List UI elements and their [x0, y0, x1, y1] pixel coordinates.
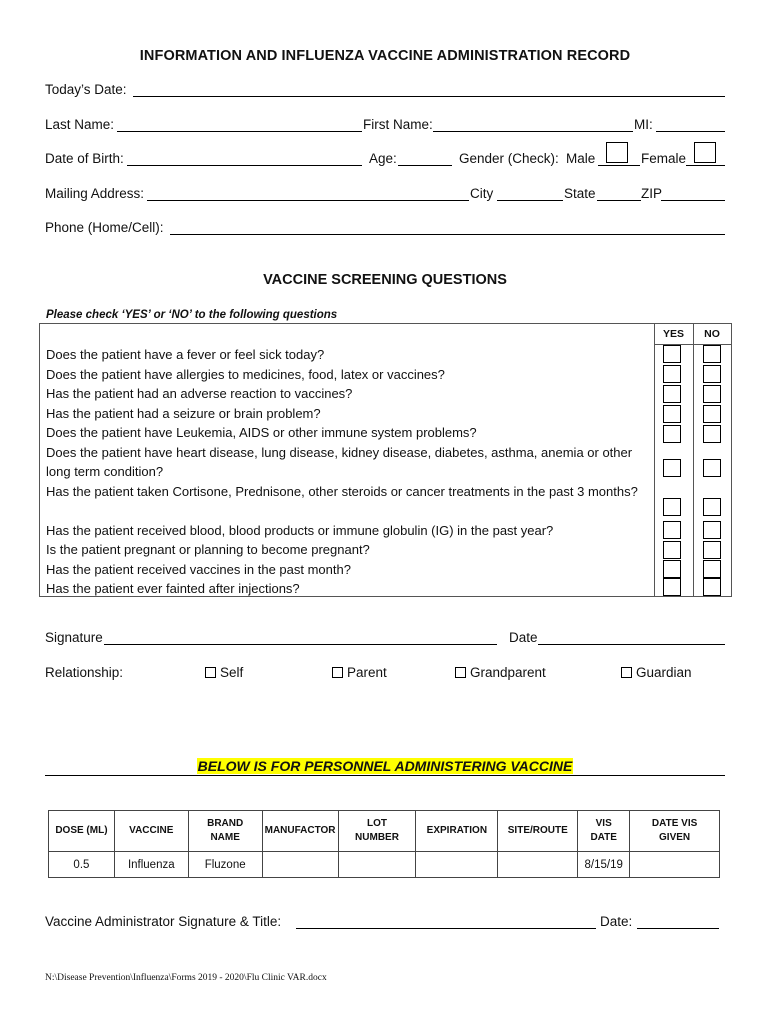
question-8: Has the patient received blood, blood products or immune globulin (IG) in the past year? [46, 522, 554, 538]
personnel-banner [0, 758, 770, 774]
mailing-address-label: Mailing Address: [45, 186, 145, 201]
q11-no-checkbox[interactable] [703, 578, 721, 596]
relationship-grandparent[interactable] [455, 665, 546, 680]
signature-label: Signature [45, 630, 103, 645]
q5-yes-checkbox[interactable] [663, 425, 681, 443]
admin-signature-field[interactable] [296, 928, 596, 929]
yes-column-divider [654, 324, 655, 596]
consent-date-field[interactable] [538, 644, 725, 645]
city-label: City [470, 186, 494, 201]
phone-field[interactable] [170, 234, 725, 235]
question-11: Has the patient ever fainted after injections? [46, 581, 300, 596]
gender-label: Gender (Check): [459, 151, 559, 166]
col-manufactor: MANUFACTOR [262, 811, 338, 852]
female-checkbox[interactable] [694, 142, 716, 163]
relationship-self[interactable] [205, 665, 243, 680]
q6-no-checkbox[interactable] [703, 459, 721, 477]
screening-table [39, 323, 732, 597]
cell-manufactor[interactable] [262, 852, 338, 878]
question-2: Does the patient have allergies to medicines, food, latex or vaccines? [46, 366, 445, 382]
cell-lot-number[interactable] [338, 852, 416, 878]
q1-no-checkbox[interactable] [703, 345, 721, 363]
col-expiration: EXPIRATION [416, 811, 498, 852]
todays-date-label: Today’s Date: [45, 82, 127, 97]
no-column-header: NO [693, 324, 731, 345]
cell-site-route[interactable] [498, 852, 578, 878]
dob-label: Date of Birth: [45, 151, 124, 166]
parent-label: Parent [347, 665, 387, 680]
cell-expiration[interactable] [416, 852, 498, 878]
col-date-vis-given: DATE VIS GIVEN [630, 811, 720, 852]
question-1: Does the patient have a fever or feel sick today? [46, 347, 325, 362]
cell-dose[interactable]: 0.5 [49, 852, 115, 878]
phone-label: Phone (Home/Cell): [45, 220, 164, 235]
cell-brand-name[interactable]: Fluzone [188, 852, 262, 878]
q9-yes-checkbox[interactable] [663, 541, 681, 559]
male-checkbox[interactable] [606, 142, 628, 163]
guardian-label: Guardian [636, 665, 692, 680]
question-4: Has the patient had a seizure or brain problem? [46, 405, 321, 421]
mailing-address-field[interactable] [147, 200, 469, 201]
female-label: Female [641, 151, 687, 166]
state-field[interactable] [597, 200, 641, 201]
last-name-label: Last Name: [45, 117, 115, 132]
question-3: Has the patient had an adverse reaction to vaccines? [46, 386, 353, 401]
zip-label: ZIP [641, 186, 663, 201]
screening-instruction: Please check ‘YES’ or ‘NO’ to the following questions [46, 309, 338, 321]
signature-field[interactable] [104, 644, 497, 645]
female-underline [686, 165, 725, 166]
todays-date-field[interactable] [133, 96, 725, 97]
q7-no-checkbox[interactable] [703, 498, 721, 516]
screening-title: VACCINE SCREENING QUESTIONS [263, 272, 507, 288]
question-5: Does the patient have Leukemia, AIDS or other immune system problems? [46, 425, 477, 440]
admin-date-label: Date: [600, 914, 633, 929]
consent-date-label: Date [509, 630, 538, 645]
self-checkbox[interactable] [205, 667, 216, 678]
yes-column-header: YES [654, 324, 693, 345]
last-name-field[interactable] [117, 131, 362, 132]
q4-yes-checkbox[interactable] [663, 405, 681, 423]
q2-no-checkbox[interactable] [703, 365, 721, 383]
admin-signature-label: Vaccine Administrator Signature & Title: [45, 914, 282, 929]
grandparent-checkbox[interactable] [455, 667, 466, 678]
col-dose: DOSE (ML) [49, 811, 115, 852]
relationship-guardian[interactable] [621, 665, 692, 680]
footer-file-path: N:\Disease Prevention\Influenza\Forms 2019 - 2020\Flu Clinic VAR.docx [45, 973, 327, 983]
q10-yes-checkbox[interactable] [663, 560, 681, 578]
q1-yes-checkbox[interactable] [663, 345, 681, 363]
city-field[interactable] [497, 200, 563, 201]
male-label: Male [566, 151, 596, 166]
q9-no-checkbox[interactable] [703, 541, 721, 559]
guardian-checkbox[interactable] [621, 667, 632, 678]
col-site-route: SITE/ROUTE [498, 811, 578, 852]
cell-vis-date[interactable]: 8/15/19 [578, 852, 630, 878]
male-underline [598, 165, 640, 166]
q7-yes-checkbox[interactable] [663, 498, 681, 516]
col-brand-name: BRAND NAME [188, 811, 262, 852]
q2-yes-checkbox[interactable] [663, 365, 681, 383]
state-label: State [564, 186, 596, 201]
age-label: Age: [369, 151, 397, 166]
relationship-label: Relationship: [45, 665, 124, 680]
dob-field[interactable] [127, 165, 362, 166]
banner-underline [45, 775, 725, 776]
q5-no-checkbox[interactable] [703, 425, 721, 443]
col-vaccine: VACCINE [114, 811, 188, 852]
q6-yes-checkbox[interactable] [663, 459, 681, 477]
q3-yes-checkbox[interactable] [663, 385, 681, 403]
question-7: Has the patient taken Cortisone, Prednisone, other steroids or cancer treatments in the past 3 months? [46, 483, 638, 499]
relationship-parent[interactable] [332, 665, 387, 680]
cell-vaccine[interactable]: Influenza [114, 852, 188, 878]
first-name-field[interactable] [433, 131, 633, 132]
grandparent-label: Grandparent [470, 665, 546, 680]
parent-checkbox[interactable] [332, 667, 343, 678]
q3-no-checkbox[interactable] [703, 385, 721, 403]
q4-no-checkbox[interactable] [703, 405, 721, 423]
first-name-label: First Name: [363, 117, 433, 132]
page-title: INFORMATION AND INFLUENZA VACCINE ADMINISTRATION RECORD [139, 48, 631, 64]
personnel-banner-text: BELOW IS FOR PERSONNEL ADMINISTERING VACCINE [197, 758, 573, 774]
col-vis-date: VIS DATE [578, 811, 630, 852]
no-column-divider [693, 324, 694, 596]
q8-no-checkbox[interactable] [703, 521, 721, 539]
q8-yes-checkbox[interactable] [663, 521, 681, 539]
vaccine-table-header [49, 811, 720, 852]
table-row [49, 852, 720, 878]
age-field[interactable] [398, 165, 452, 166]
vaccine-table [48, 810, 720, 878]
mi-field[interactable] [656, 131, 725, 132]
cell-date-vis-given[interactable] [630, 852, 720, 878]
q10-no-checkbox[interactable] [703, 560, 721, 578]
question-10: Has the patient received vaccines in the past month? [46, 561, 351, 577]
mi-label: MI: [634, 117, 653, 132]
zip-field[interactable] [661, 200, 725, 201]
question-9: Is the patient pregnant or planning to become pregnant? [46, 542, 370, 557]
self-label: Self [220, 665, 244, 680]
q11-yes-checkbox[interactable] [663, 578, 681, 596]
admin-date-field[interactable] [637, 928, 719, 929]
col-lot-number: LOT NUMBER [338, 811, 416, 852]
question-6: Does the patient have heart disease, lung disease, kidney disease, diabetes, asthma, anemia or other long term condition? [46, 444, 633, 479]
